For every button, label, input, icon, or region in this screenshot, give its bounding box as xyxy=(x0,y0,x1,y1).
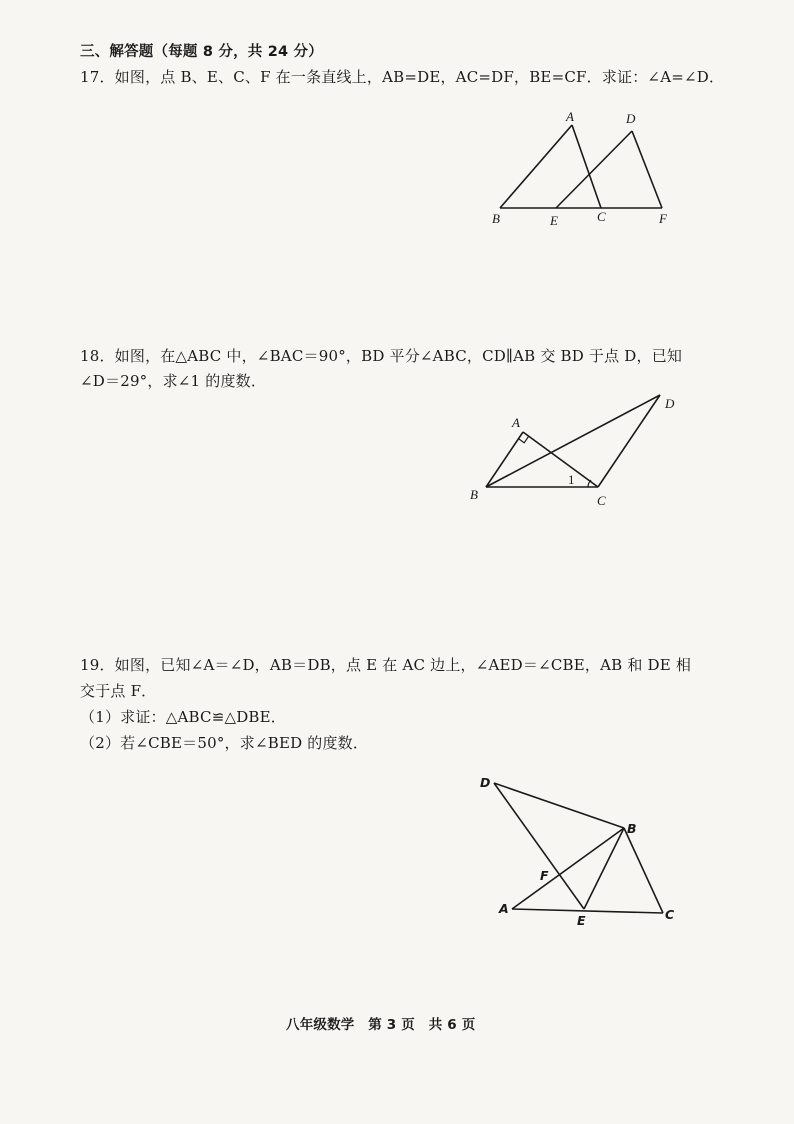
q18-figure xyxy=(460,385,690,515)
q19-segment-ac xyxy=(512,909,663,913)
q19-label-f: F xyxy=(540,868,549,883)
q17-label-d: D xyxy=(626,111,636,126)
q19-part-2: （2）若∠CBE＝50°，求∠BED 的度数． xyxy=(80,734,369,752)
q17-segment-ab xyxy=(500,125,572,208)
q17-text: 17．如图，点 B、E、C、F 在一条直线上，AB=DE，AC=DF，BE=CF．求证：∠A=∠D． xyxy=(80,68,725,86)
q19-segment-bc xyxy=(624,828,663,913)
q18-angle-mark-c xyxy=(588,480,591,487)
q17-label-a: A xyxy=(566,109,574,124)
q17-label-f: F xyxy=(659,211,667,226)
q18-line-1: 18．如图，在△ABC 中，∠BAC＝90°，BD 平分∠ABC，CD∥AB 交 BD 于点 D，已知 xyxy=(80,347,683,365)
q19-segment-eb xyxy=(584,828,624,909)
q18-label-c: C xyxy=(597,493,606,508)
q18-segment-ac xyxy=(523,432,598,487)
q19-label-c: C xyxy=(665,907,675,922)
section-title: 三、解答题（每题 8 分，共 24 分） xyxy=(80,44,323,60)
q19-label-a: A xyxy=(499,901,509,916)
q19-segment-db xyxy=(494,783,624,828)
q17-label-c: C xyxy=(597,209,606,224)
q18-line-2: ∠D＝29°，求∠1 的度数． xyxy=(80,372,267,390)
q18-label-b: B xyxy=(470,487,478,502)
q17-label-e: E xyxy=(550,213,558,228)
q19-segment-ab xyxy=(512,828,624,909)
q17-segment-df xyxy=(632,131,662,208)
q18-label-a: A xyxy=(512,415,520,430)
q19-part-1: （1）求证：△ABC≌△DBE． xyxy=(80,708,286,726)
q19-figure xyxy=(470,765,690,940)
q19-label-e: E xyxy=(577,913,586,928)
q19-label-d: D xyxy=(480,775,491,790)
q18-label-angle-1: 1 xyxy=(568,472,575,487)
q17-figure xyxy=(480,105,680,235)
q19-line-2: 交于点 F． xyxy=(80,682,157,700)
q18-segment-ba xyxy=(486,432,523,487)
q18-label-d: D xyxy=(665,396,675,411)
page-footer: 八年级数学 第 3 页 共 6 页 xyxy=(286,1017,476,1033)
q18-segment-cd xyxy=(598,395,660,487)
q17-label-b: B xyxy=(492,211,500,226)
q19-label-b: B xyxy=(627,821,637,836)
q19-line-1: 19．如图，已知∠A＝∠D，AB＝DB，点 E 在 AC 边上，∠AED＝∠CBE，AB 和 DE 相 xyxy=(80,656,692,674)
q17-segment-ed xyxy=(556,131,632,208)
